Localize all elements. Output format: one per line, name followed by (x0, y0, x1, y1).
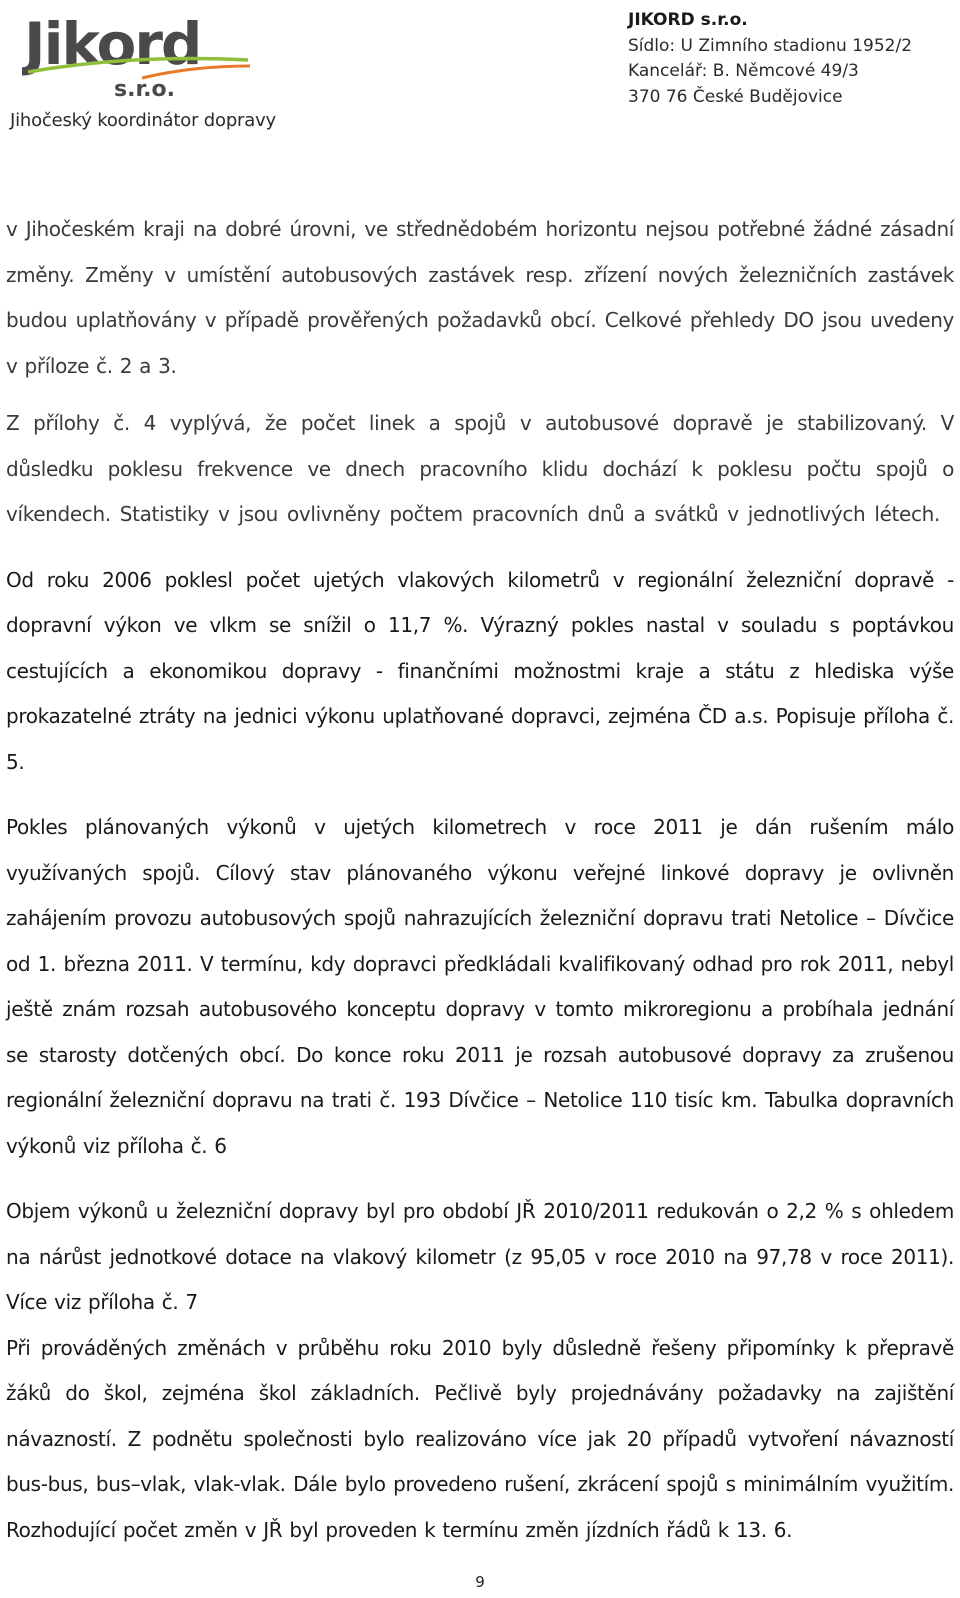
company-name: JIKORD s.r.o. (628, 10, 748, 30)
paragraph-gap (6, 785, 954, 805)
paragraph-2: Z přílohy č. 4 vyplývá, že počet linek a spojů v autobusové dopravě je stabilizovaný. V důsledku poklesu frekvence ve dnech pracovního klidu dochází k poklesu počtu spojů o víkendech. Statistiky v jsou ovlivněny počtem pracovních dnů a svátků v jednotlivých létech. (6, 411, 954, 526)
address-office: Kancelář: B. Němcové 49/3 (628, 61, 859, 81)
jikord-logo (22, 8, 252, 103)
paragraph-5: Objem výkonů u železniční dopravy byl pro období JŘ 2010/2011 redukován o 2,2 % s ohledem na nárůst jednotkové dotace na vlakový kilometr (z 95,05 v roce 2010 na 97,78 v roce 2011). Více viz příloha č. 7 (6, 1199, 954, 1314)
address-seat: Sídlo: U Zimního stadionu 1952/2 (628, 35, 913, 56)
paragraph-gap (6, 1169, 954, 1189)
page-number: 9 (475, 1573, 485, 1591)
paragraph-3: Od roku 2006 poklesl počet ujetých vlakových kilometrů v regionální železniční dopravě - dopravní výkon ve vlkm se snížil o 11,7 %. Výrazný pokles nastal v souladu s poptávkou cestujících a ekonomikou dopravy - finančními možnostmi kraje a státu z hlediska výše prokazatelné ztráty na jednici výkonu uplatňované dopravci, zejména ČD a.s. Popisuje příloha č. 5. (6, 567, 954, 774)
paragraph-gap (6, 538, 954, 558)
paragraph-4: Pokles plánovaných výkonů v ujetých kilometrech v roce 2011 je dán rušením málo využívaných spojů. Cílový stav plánovaného výkonu veřejné linkové dopravy je ovlivněn zahájením provozu autobusových spojů nahrazujících železniční dopravu trati Netolice – Dívčice od 1. března 2011. V termínu, kdy dopravci předkládali kvalifikovaný odhad pro rok 2011, nebyl ještě znám rozsah autobusového konceptu dopravy v tomto mikroregionu a probíhala jednání se starosty dotčených obcí. Do konce roku 2011 je rozsah autobusové dopravy za zrušenou regionální železniční dopravu na trati č. 193 Dívčice – Netolice 110 tisíc km. Tabulka dopravních výkonů viz příloha č. 6 (6, 815, 954, 1158)
paragraph-6: Při prováděných změnách v průběhu roku 2010 byly důsledně řešeny připomínky k přepravě žáků do škol, zejména škol základních. Pečlivě byly projednávány požadavky na zajištění návazností. Z podnětu společnosti bylo realizováno více jak 20 případů vytvoření návazností bus-bus, bus–vlak, vlak-vlak. Dále bylo provedeno rušení, zkrácení spojů s minimálním využitím. Rozhodující počet změn v JŘ byl proveden k termínu změn jízdních řádů k 13. 6. (6, 1335, 954, 1542)
address-city: 370 76 České Budějovice (628, 86, 843, 107)
page-header (0, 0, 960, 150)
paragraph-1: v Jihočeském kraji na dobré úrovni, ve střednědobém horizontu nejsou potřebné žádné zásadní změny. Změny v umístění autobusových zastávek resp. zřízení nových železničních zastávek budou uplatňovány v případě prověřených požadavků obcí. Celkové přehledy DO jsou uvedeny v příloze č. 2 a 3. (6, 217, 954, 378)
logo-wordmark: Jikord (24, 10, 201, 78)
paragraph-gap (6, 389, 954, 401)
jikord-logo-graphic (22, 8, 252, 103)
company-address (628, 8, 912, 110)
document-body (6, 207, 954, 1553)
logo-subtext: s.r.o. (114, 77, 175, 102)
company-tagline: Jihočeský koordinátor dopravy (10, 110, 276, 131)
